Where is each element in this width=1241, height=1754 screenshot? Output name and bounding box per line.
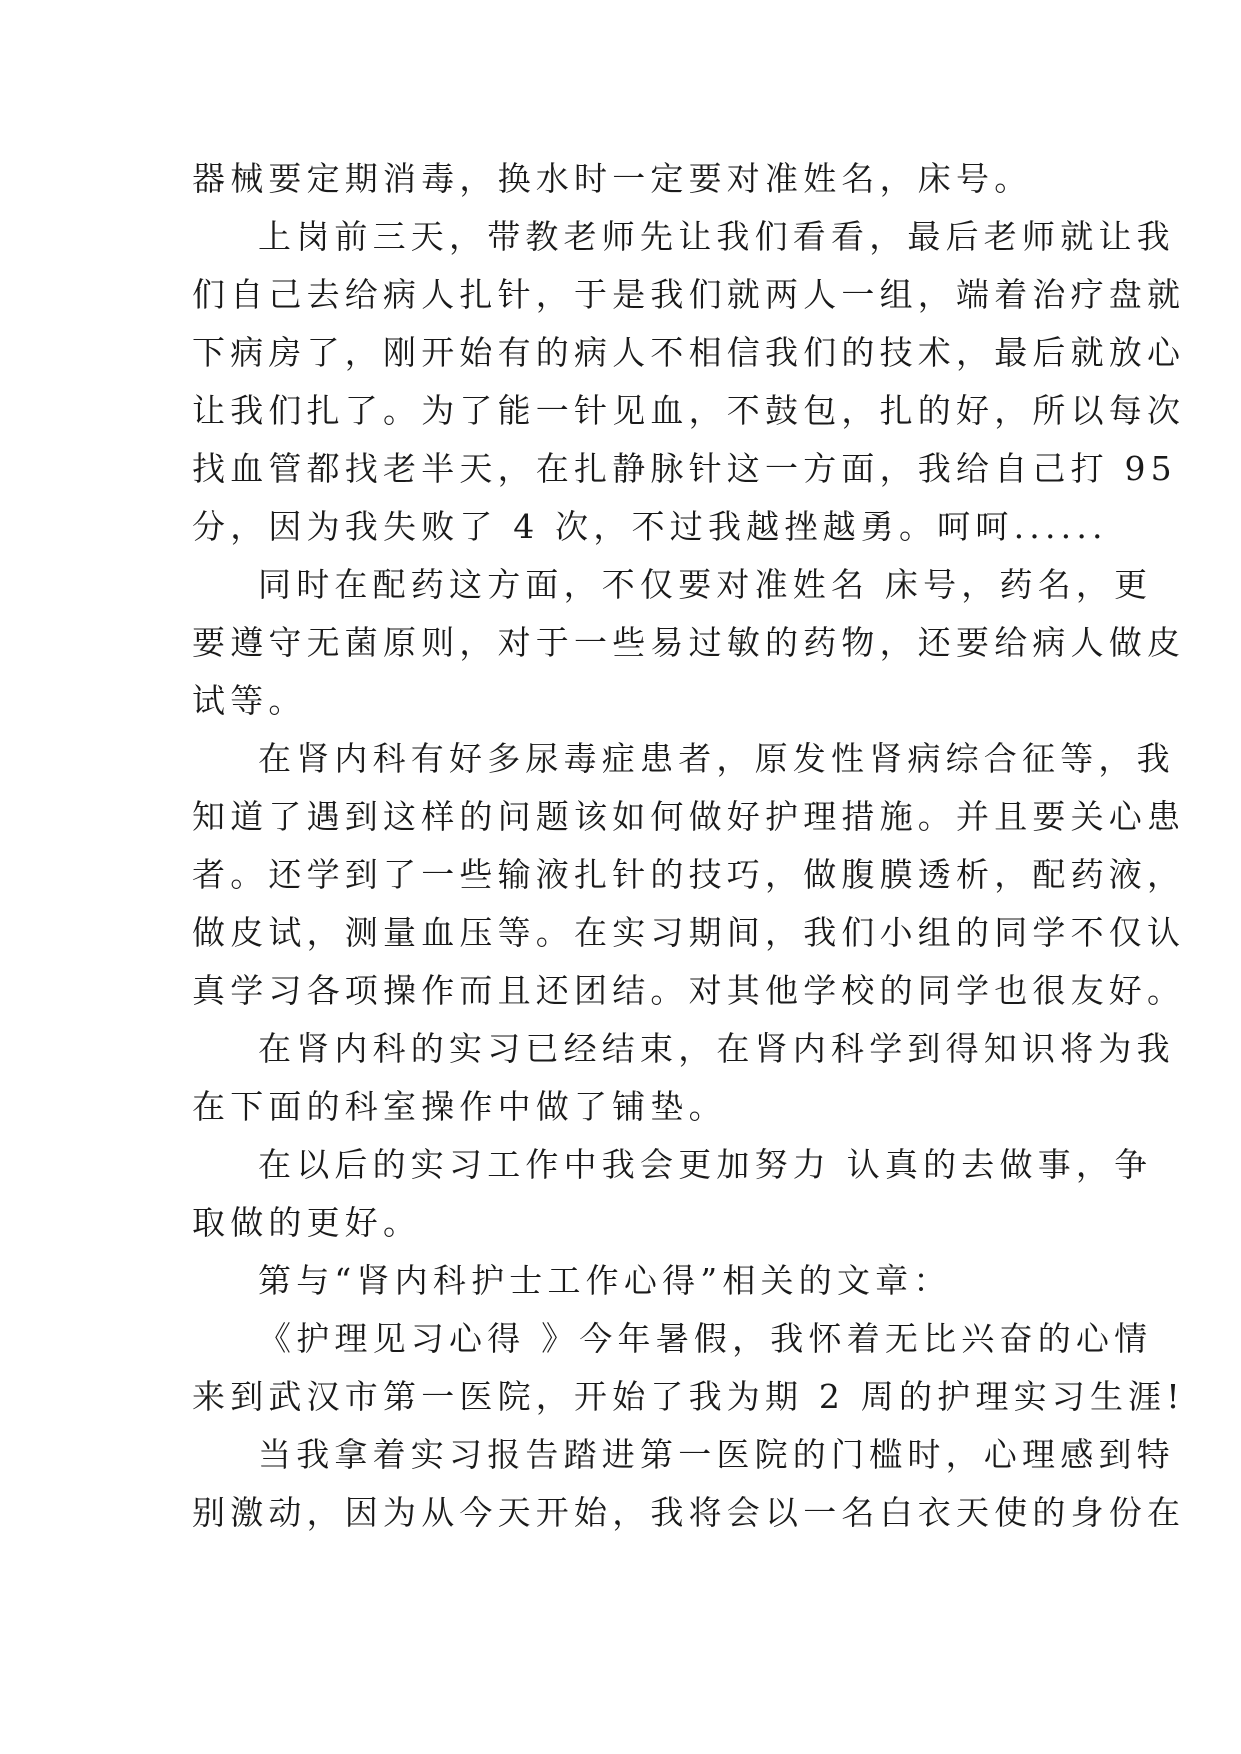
- text-line: 在以后的实习工作中我会更加努力 认真的去做事，争: [258, 1145, 1153, 1184]
- text-line: 找血管都找老半天，在扎静脉针这一方面，我给自己打 95: [192, 449, 1177, 488]
- text-line: 在肾内科的实习已经结束，在肾内科学到得知识将为我: [258, 1029, 1175, 1068]
- text-line: 当我拿着实习报告踏进第一医院的门槛时，心理感到特: [258, 1435, 1175, 1474]
- text-line: 做皮试，测量血压等。在实习期间，我们小组的同学不仅认: [192, 913, 1186, 952]
- text-line: 上岗前三天，带教老师先让我们看看，最后老师就让我: [258, 217, 1175, 256]
- text-line: 们自己去给病人扎针，于是我们就两人一组，端着治疗盘就: [192, 275, 1186, 314]
- text-line: 《护理见习心得 》今年暑假，我怀着无比兴奋的心情: [258, 1319, 1153, 1358]
- text-line: 取做的更好。: [192, 1203, 422, 1242]
- text-line: 知道了遇到这样的问题该如何做好护理措施。并且要关心患: [192, 797, 1186, 836]
- text-line: 试等。: [192, 681, 307, 720]
- text-line: 第与“肾内科护士工作心得”相关的文章：: [258, 1261, 952, 1300]
- text-line: 下病房了，刚开始有的病人不相信我们的技术，最后就放心: [192, 333, 1186, 372]
- text-line: 在下面的科室操作中做了铺垫。: [192, 1087, 727, 1126]
- text-line: 要遵守无菌原则，对于一些易过敏的药物，还要给病人做皮: [192, 623, 1186, 662]
- text-line: 在肾内科有好多尿毒症患者，原发性肾病综合征等，我: [258, 739, 1175, 778]
- text-line: 别激动，因为从今天开始，我将会以一名白衣天使的身份在: [192, 1493, 1186, 1532]
- text-line: 让我们扎了。为了能一针见血，不鼓包，扎的好，所以每次: [192, 391, 1186, 430]
- text-line: 器械要定期消毒，换水时一定要对准姓名，床号。: [192, 159, 1033, 198]
- text-line: 来到武汉市第一医院，开始了我为期 2 周的护理实习生涯!: [192, 1377, 1185, 1416]
- text-line: 分，因为我失败了 4 次，不过我越挫越勇。呵呵......: [192, 507, 1108, 546]
- text-line: 同时在配药这方面，不仅要对准姓名 床号，药名，更: [258, 565, 1153, 604]
- text-line: 真学习各项操作而且还团结。对其他学校的同学也很友好。: [192, 971, 1186, 1010]
- document-body: [192, 150, 1186, 1542]
- text-line: 者。还学到了一些输液扎针的技巧，做腹膜透析，配药液，: [192, 855, 1186, 894]
